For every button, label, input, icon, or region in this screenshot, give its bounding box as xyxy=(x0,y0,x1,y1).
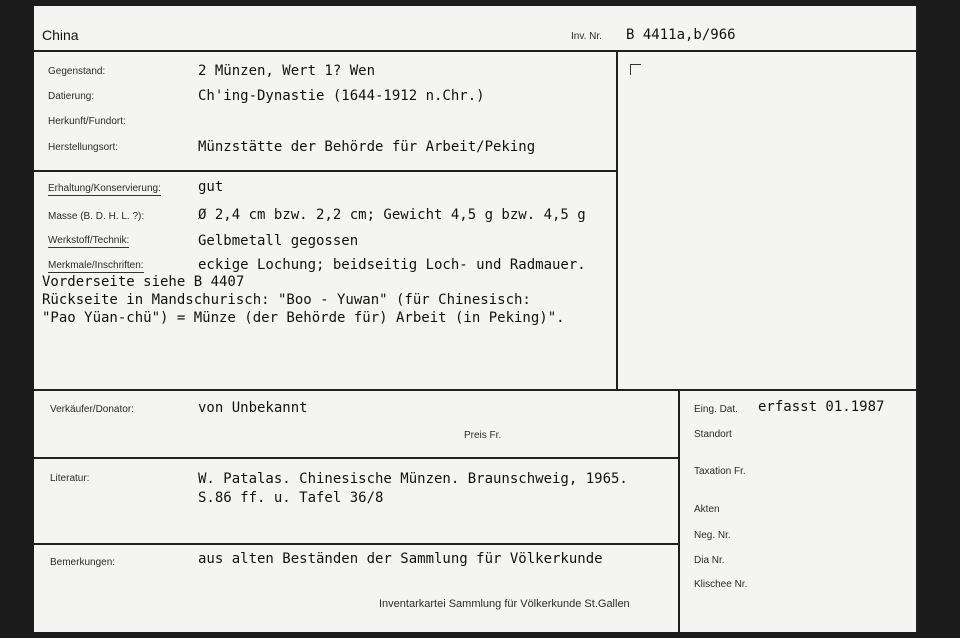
bemerkungen-value: aus alten Beständen der Sammlung für Völkerkunde xyxy=(198,551,603,567)
literatur-line-2: S.86 ff. u. Tafel 36/8 xyxy=(198,490,384,506)
masse-value: Ø 2,4 cm bzw. 2,2 cm; Gewicht 4,5 g bzw. 4,5 g xyxy=(198,207,586,223)
gegenstand-value: 2 Münzen, Wert 1? Wen xyxy=(198,63,376,79)
merkmale-line-1: Vorderseite siehe B 4407 xyxy=(42,274,245,290)
inventory-card xyxy=(34,6,918,632)
literatur-line-1: W. Patalas. Chinesische Münzen. Braunschweig, 1965. xyxy=(198,471,628,487)
datierung-label: Datierung: xyxy=(48,91,95,102)
bemerkungen-label: Bemerkungen: xyxy=(50,557,116,568)
literatur-divider xyxy=(34,543,679,545)
klischee-nr-label: Klischee Nr. xyxy=(694,579,748,590)
merkmale-label: Merkmale/Inschriften: xyxy=(48,260,144,271)
herkunft-label: Herkunft/Fundort: xyxy=(48,116,126,127)
card-right-edge xyxy=(916,6,918,632)
akten-label: Akten xyxy=(694,504,720,515)
section1-divider xyxy=(34,170,617,172)
section2-divider xyxy=(34,389,918,391)
eing-dat-value: erfasst 01.1987 xyxy=(758,399,885,415)
preis-label: Preis Fr. xyxy=(464,430,502,441)
eing-dat-label: Eing. Dat. xyxy=(694,404,738,415)
country-label: China xyxy=(42,27,79,43)
herstellungsort-label: Herstellungsort: xyxy=(48,142,119,153)
inv-nr-label: Inv. Nr. xyxy=(571,31,602,42)
gegenstand-label: Gegenstand: xyxy=(48,66,106,77)
verkaeufer-divider xyxy=(34,457,679,459)
footer-text: Inventarkartei Sammlung für Völkerkunde St.Gallen xyxy=(379,598,630,610)
verkaeufer-value: von Unbekannt xyxy=(198,400,308,416)
taxation-label: Taxation Fr. xyxy=(694,466,746,477)
datierung-value: Ch'ing-Dynastie (1644-1912 n.Chr.) xyxy=(198,88,485,104)
erhaltung-value: gut xyxy=(198,179,224,195)
erhaltung-label: Erhaltung/Konservierung: xyxy=(48,183,161,194)
werkstoff-label: Werkstoff/Technik: xyxy=(48,235,130,246)
verkaeufer-label: Verkäufer/Donator: xyxy=(50,404,134,415)
inv-nr-value: B 4411a,b/966 xyxy=(626,27,736,43)
neg-nr-label: Neg. Nr. xyxy=(694,530,731,541)
top-right-divider xyxy=(616,50,618,390)
merkmale-value: eckige Lochung; beidseitig Loch- und Radmauer. xyxy=(198,257,586,273)
lower-right-divider xyxy=(678,389,680,632)
corner-mark xyxy=(630,64,641,75)
merkmale-line-3: "Pao Yüan-chü") = Münze (der Behörde für) Arbeit (in Peking)". xyxy=(42,310,565,326)
literatur-label: Literatur: xyxy=(50,473,90,484)
merkmale-line-2: Rückseite in Mandschurisch: "Boo - Yuwan" (für Chinesisch: xyxy=(42,292,531,308)
masse-label: Masse (B. D. H. L. ?): xyxy=(48,211,145,222)
herstellungsort-value: Münzstätte der Behörde für Arbeit/Peking xyxy=(198,139,536,155)
werkstoff-value: Gelbmetall gegossen xyxy=(198,233,359,249)
dia-nr-label: Dia Nr. xyxy=(694,555,725,566)
header-divider xyxy=(34,50,918,52)
standort-label: Standort xyxy=(694,429,732,440)
